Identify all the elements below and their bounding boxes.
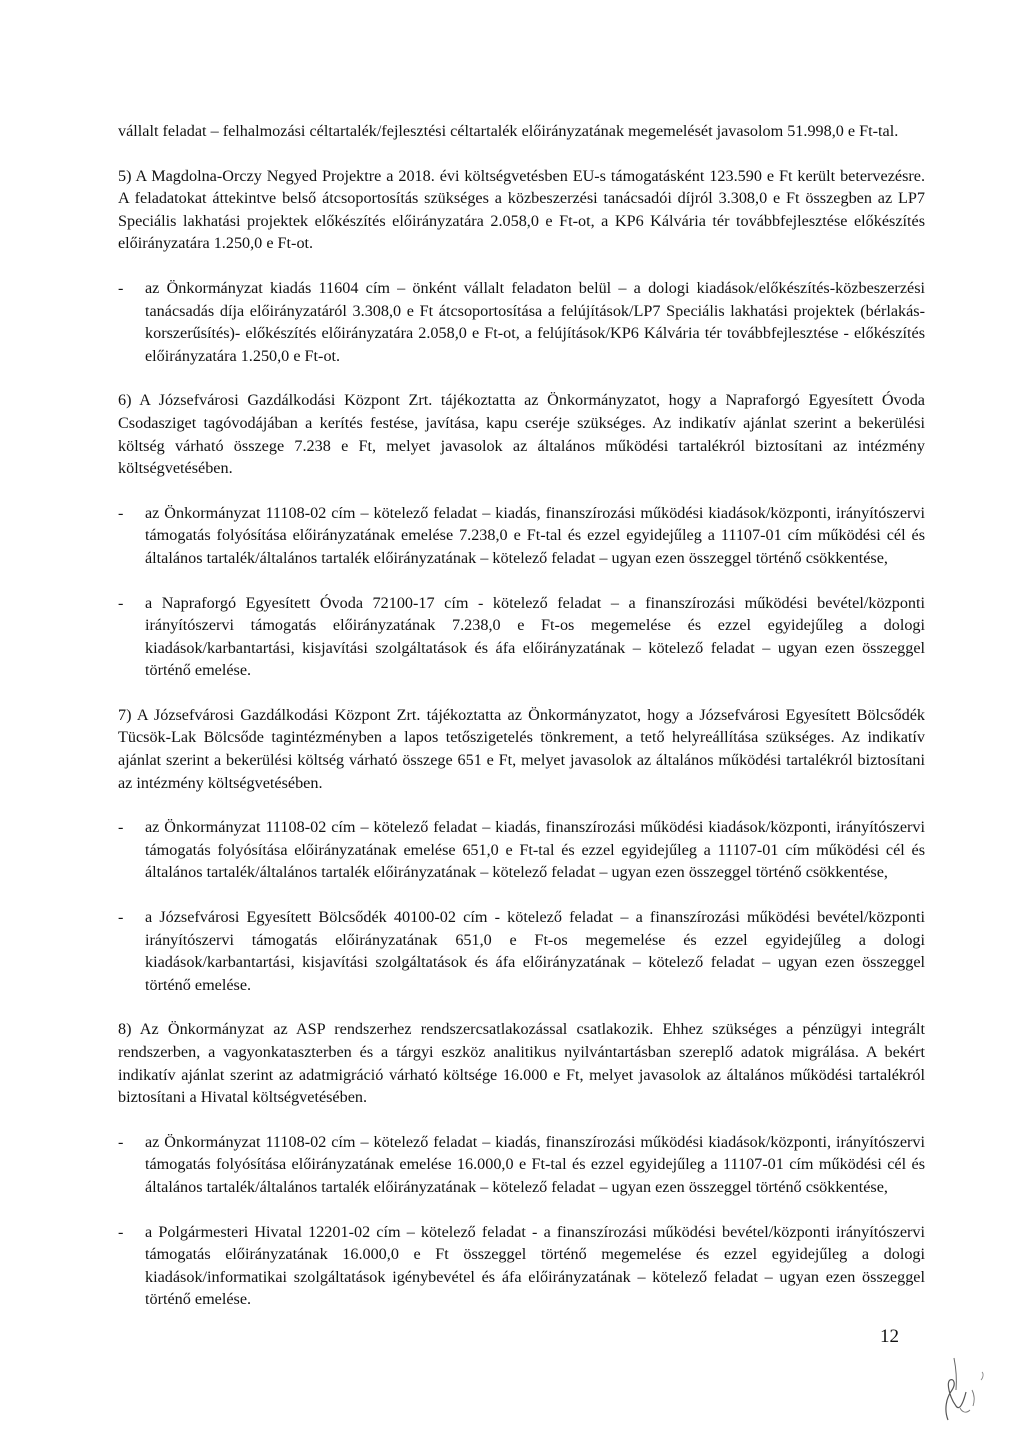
section-8 [118,1018,925,1311]
list-item-text: az Önkormányzat 11108-02 cím – kötelező feladat – kiadás, finanszírozási működési kiadások/központi, irányítószervi támogatás folyósítása előirányzatának emelése 7.238,0 e Ft-tal és ezzel egyidejűleg a 11107-01 cím működési cél és általános tartalék/általános tartalék előirányzatának – kötelező feladat – ugyan ezen összeggel történő csökkentése, [145,503,925,567]
bullet-dash: - [118,278,124,297]
section-paragraph: 8) Az Önkormányzat az ASP rendszerhez rendszercsatlakozással csatlakozik. Ehhez szükséges a pénzügyi integrált rendszerben, a vagyonkataszterben és a tárgyi eszköz analitikus nyilvántartásban szereplő adatok migrálása. A bekért indikatív ajánlat szerint az adatmigráció várható költsége 16.000 e Ft, melyet javasolok az általános működési tartalékról biztosítani a Hivatal költségvetésében. [118,1020,925,1107]
bullet-dash: - [118,503,124,522]
bullet-dash: - [118,818,124,837]
list-item [118,1221,925,1311]
list-item-text: az Önkormányzat 11108-02 cím – kötelező feladat – kiadás, finanszírozási működési kiadások/központi, irányítószervi támogatás folyósítása előirányzatának emelése 651,0 e Ft-tal és ezzel egyidejűleg a 11107-01 cím működési cél és általános tartalék/általános tartalék előirányzatának – kötelező feladat – ugyan ezen összeggel történő csökkentése, [145,818,925,882]
list-item [118,502,925,570]
list-item-text: az Önkormányzat kiadás 11604 cím – önként vállalt feladaton belül – a dologi kiadások/előkészítés-közbeszerzési tanácsadás díja előirányzatáról 3.308,0 e Ft átcsoportosítása a felújítások/LP7 Speciális lakhatási projektek (bérlakás-korszerűsítés)- előkészítés előirányzatára 2.058,0 e Ft-ot, a felújítások/KP6 Kálvária tér továbbfejlesztése - előkészítés előirányzatára 1.250,0 e Ft-ot. [145,278,925,365]
section-6 [118,389,925,682]
bullet-dash: - [118,1222,124,1241]
bullet-dash: - [118,1132,124,1151]
section-5 [118,165,925,368]
list-item-text: a Polgármesteri Hivatal 12201-02 cím – kötelező feladat - a finanszírozási működési bevétel/központi irányítószervi támogatás előirányzatának 16.000,0 e Ft összeggel történő megemelése és ezzel egyidejűleg a dologi kiadások/informatikai szolgáltatások igénybevétel és áfa előirányzatának – kötelező feladat – ugyan ezen összeggel történő emelése. [145,1222,925,1309]
document-body [118,120,925,1333]
list-item [118,592,925,682]
list-item [118,1131,925,1199]
section-7 [118,704,925,997]
list-item-text: a Józsefvárosi Egyesített Bölcsődék 40100-02 cím - kötelező feladat – a finanszírozási működési bevétel/központi irányítószervi támogatás előirányzatának 651,0 e Ft-os megemelése és ezzel egyidejűleg a dologi kiadások/karbantartási, kisjavítási szolgáltatások és áfa előirányzatának – kötelező feladat – ugyan ezen összeggel történő emelése. [145,908,925,994]
handwritten-signature-icon [920,1350,1000,1425]
page-number: 12 [880,1326,899,1347]
intro-paragraph: vállalt feladat – felhalmozási céltartalék/fejlesztési céltartalék előirányzatának megemelését javasolom 51.998,0 e Ft-tal. [118,122,899,140]
bullet-dash: - [118,593,124,612]
list-item [118,906,925,996]
section-paragraph: 5) A Magdolna-Orczy Negyed Projektre a 2018. évi költségvetésben EU-s támogatásként 123.590 e Ft került betervezésre. A feladatokat áttekintve belső átcsoportosítás szükséges a közbeszerzési tanácsadói díjról 3.308,0 e Ft összegben az LP7 Speciális lakhatási projektek előkészítés előirányzatára 2.058,0 e Ft-ot, a KP6 Kálvária tér továbbfejlesztése előkészítés előirányzatára 1.250,0 e Ft-ot. [118,166,925,253]
list-item-text: a Napraforgó Egyesített Óvoda 72100-17 cím - kötelező feladat – a finanszírozási működési bevétel/központi irányítószervi támogatás előirányzatának 7.238,0 e Ft-os megemelése és ezzel egyidejűleg a dologi kiadások/karbantartási, kisjavítási szolgáltatások és áfa előirányzatának – kötelező feladat – ugyan ezen összeggel történő emelése. [145,593,925,680]
section-paragraph: 6) A Józsefvárosi Gazdálkodási Központ Zrt. tájékoztatta az Önkormányzatot, hogy a Napraforgó Egyesített Óvoda Csodasziget tagóvodájában a kerítés festése, javítása, kapu cseréje szükséges. Az indikatív ajánlat szerint a bekerülési költség várható összege 7.238 e Ft, melyet javasolok az általános működési tartalékról biztosítani az intézmény költségvetésében. [118,391,925,478]
list-item-text: az Önkormányzat 11108-02 cím – kötelező feladat – kiadás, finanszírozási működési kiadások/központi, irányítószervi támogatás folyósítása előirányzatának emelése 16.000,0 e Ft-tal és ezzel egyidejűleg a 11107-01 cím működési cél és általános tartalék/általános tartalék előirányzatának – kötelező feladat – ugyan ezen összeggel történő csökkentése, [145,1132,925,1196]
section-paragraph: 7) A Józsefvárosi Gazdálkodási Központ Zrt. tájékoztatta az Önkormányzatot, hogy a Józsefvárosi Egyesített Bölcsődék Tücsök-Lak Bölcsőde tagintézményben a lapos tetőszigetelés tönkrement, a tető helyreállítása szükséges. Az indikatív ajánlat szerint a bekerülési költség várható összege 651 e Ft, melyet javasolok az általános működési tartalékról biztosítani az intézmény költségvetésében. [118,705,925,792]
list-item [118,816,925,884]
list-item [118,277,925,367]
bullet-dash: - [118,908,124,927]
